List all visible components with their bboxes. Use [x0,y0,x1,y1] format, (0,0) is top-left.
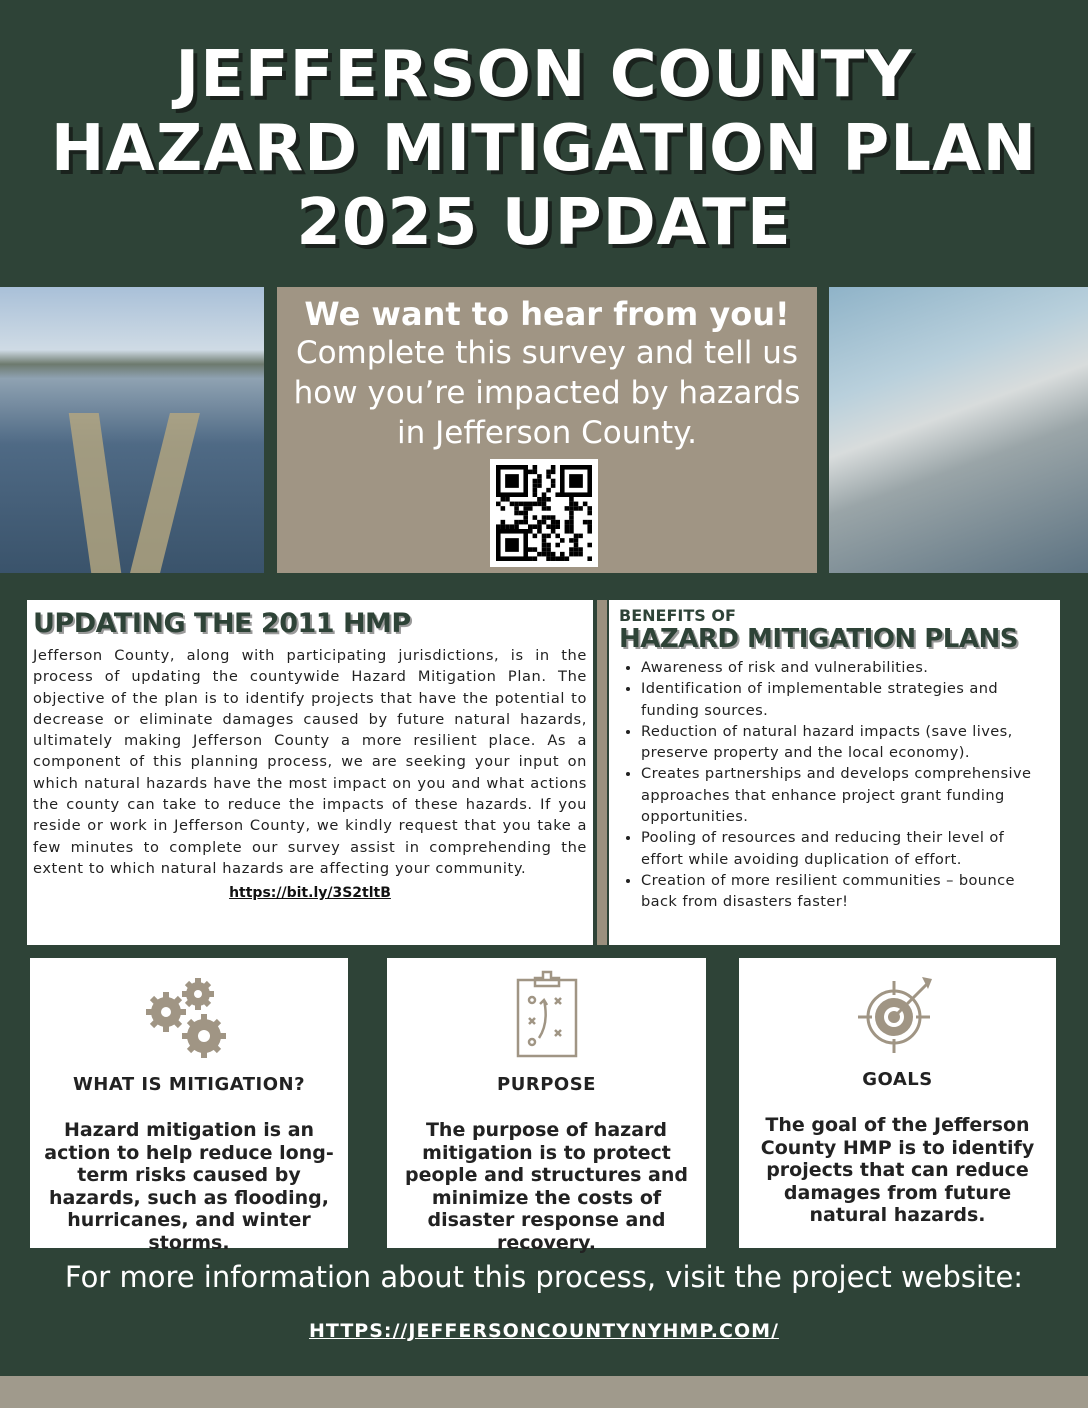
website-link[interactable]: HTTPS://JEFFERSONCOUNTYNYHMP.COM/ [309,1320,779,1342]
page-title: JEFFERSON COUNTY HAZARD MITIGATION PLAN 2025 UPDATE [50,38,1038,260]
list-item: • Creation of more resilient communities – bounce back from disasters faster! [641,870,1050,913]
survey-text: Complete this survey and tell us how you’re impacted by hazards in Jefferson County. [293,335,801,451]
updating-section [27,600,593,945]
footer-text: For more information about this process, visit the project website: [64,1260,1024,1294]
card-text: Hazard mitigation is an action to help reduce long-term risks caused by hazards, such as flooding, hurricanes, and winter storms. [44,1119,334,1254]
card-text: The purpose of hazard mitigation is to protect people and structures and minimize the costs of disaster response and recovery. [404,1119,688,1254]
divider [597,600,607,945]
card-title: WHAT IS MITIGATION? [72,1074,306,1095]
clipboard-icon [393,958,700,1058]
survey-box [277,287,817,573]
benefits-section [609,600,1060,945]
target-icon [745,958,1050,1053]
card-title: GOALS [862,1069,933,1090]
benefits-subheading: BENEFITS OF [619,606,736,625]
list-item: • Pooling of resources and reducing their level of effort while avoiding duplication of effort. [641,827,1050,870]
card-title: PURPOSE [497,1074,596,1095]
gears-icon [36,958,342,1058]
list-item: • Reduction of natural hazard impacts (save lives, preserve property and the local economy). [641,721,1050,764]
updating-heading: UPDATING THE 2011 HMP [33,608,411,639]
survey-link[interactable]: https://bit.ly/3S2tltB [229,885,391,902]
card-text: The goal of the Jefferson County HMP is to identify projects that can reduce damages from future natural hazards. [760,1114,1035,1226]
list-item: • Awareness of risk and vulnerabilities. [641,657,1050,678]
qr-code[interactable] [490,459,598,567]
survey-heading: We want to hear from you! [304,295,790,333]
benefits-heading: HAZARD MITIGATION PLANS [619,624,1018,654]
bottom-bar [0,1376,1088,1408]
benefits-list [619,657,1050,913]
card-purpose [387,958,706,1254]
list-item: • Identification of implementable strategies and funding sources. [641,678,1050,721]
list-item: • Creates partnerships and develops comprehensive approaches that enhance project grant funding opportunities. [641,763,1050,827]
flooded-road-photo [0,287,264,573]
card-mitigation [30,958,348,1254]
house-gutter-photo [829,287,1088,573]
updating-text: Jefferson County, along with participating jurisdictions, is in the process of updating the countywide Hazard Mitigation Plan. The objective of the plan is to identify projects that have the potential to decrease or eliminate damages caused by future natural hazards, ultimately making Jefferson County a more resilient place. As a component of this planning process, we are seeking your input on which natural hazards have the most impact on you and what actions the county can take to reduce the impacts of these hazards. If you reside or work in Jefferson County, we kindly request that you take a few minutes to complete our survey assist in comprehending the extent to which natural hazards are affecting your community. [33,647,587,877]
card-goals [739,958,1056,1248]
